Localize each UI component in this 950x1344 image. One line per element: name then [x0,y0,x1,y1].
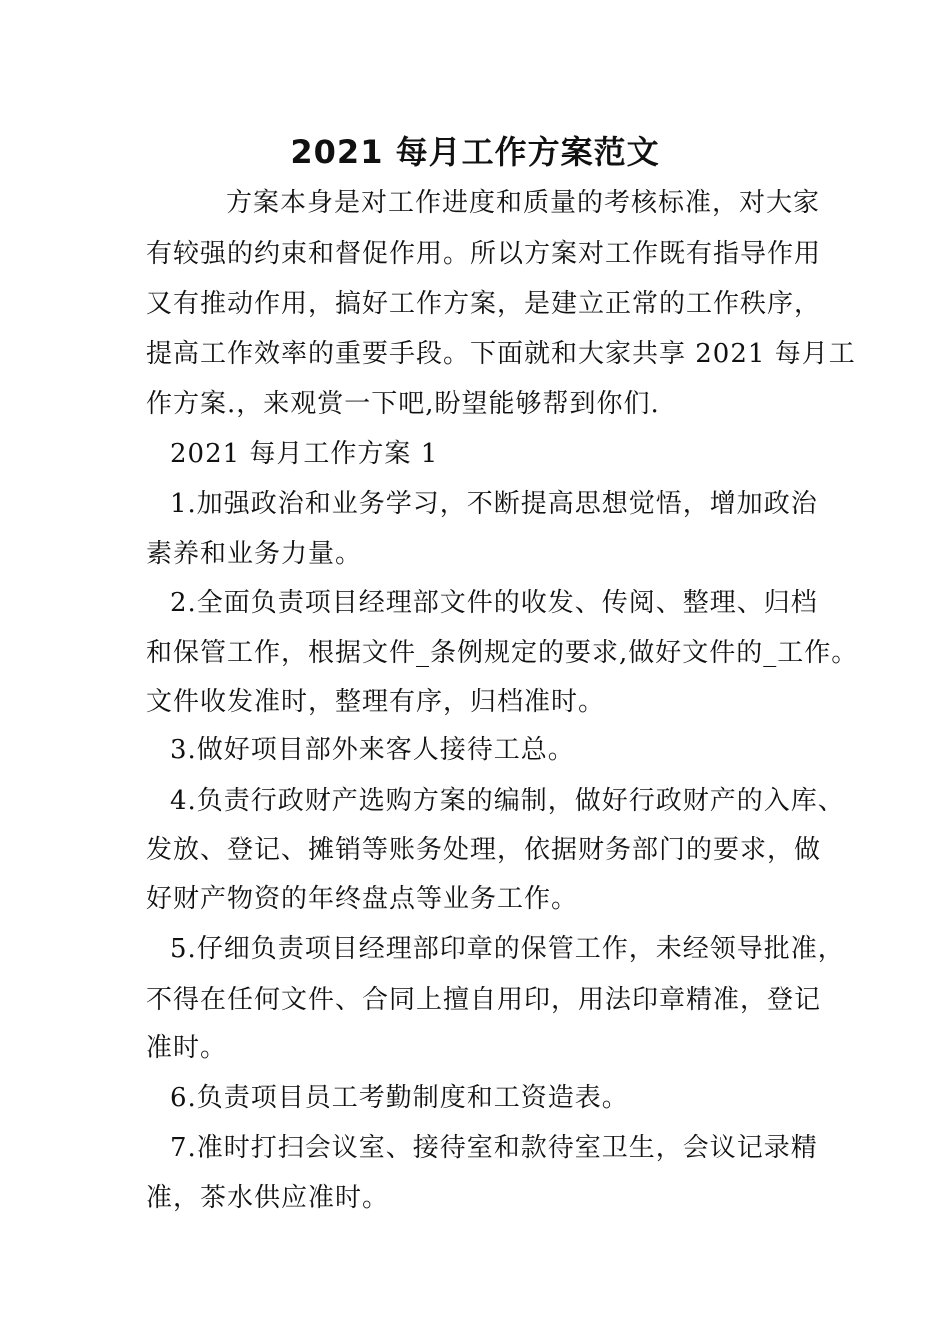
document-title: 2021 每月工作方案范文 [290,133,660,171]
list-item-line: 准时。 [146,1033,228,1063]
paragraph-line: 提高工作效率的重要手段。下面就和大家共享 2021 每月工 [146,339,856,369]
list-item-line: 5.仔细负责项目经理部印章的保管工作，未经领导批准， [170,934,845,964]
list-item-line: 3.做好项目部外来客人接待工总。 [170,735,575,765]
paragraph-line: 方案本身是对工作进度和质量的考核标准，对大家 [226,188,821,218]
list-item-line: 2.全面负责项目经理部文件的收发、传阅、整理、归档 [170,588,818,618]
list-item-line: 不得在任何文件、合同上擅自用印，用法印章精准，登记 [146,985,822,1015]
list-item-line: 1.加强政治和业务学习，不断提高思想觉悟，增加政治 [170,489,818,519]
list-item-line: 4.负责行政财产选购方案的编制，做好行政财产的入库、 [170,786,845,816]
list-item-line: 好财产物资的年终盘点等业务工作。 [146,884,579,914]
list-item-line: 发放、登记、摊销等账务处理，依据财务部门的要求，做 [146,835,822,865]
list-item-line: 和保管工作，根据文件_条例规定的要求,做好文件的_工作。 [146,638,859,668]
list-item-line: 准，茶水供应准时。 [146,1183,390,1213]
paragraph-line: 作方案.，来观赏一下吧,盼望能够帮到你们. [146,389,660,419]
section-heading: 2021 每月工作方案 1 [170,439,439,469]
paragraph-line: 又有推动作用，搞好工作方案，是建立正常的工作秩序， [146,289,822,319]
list-item-line: 6.负责项目员工考勤制度和工资造表。 [170,1083,629,1113]
list-item-line: 7.准时打扫会议室、接待室和款待室卫生，会议记录精 [170,1133,818,1163]
list-item-line: 素养和业务力量。 [146,539,363,569]
list-item-line: 文件收发准时，整理有序，归档准时。 [146,687,606,717]
paragraph-line: 有较强的约束和督促作用。所以方案对工作既有指导作用 [146,239,822,269]
